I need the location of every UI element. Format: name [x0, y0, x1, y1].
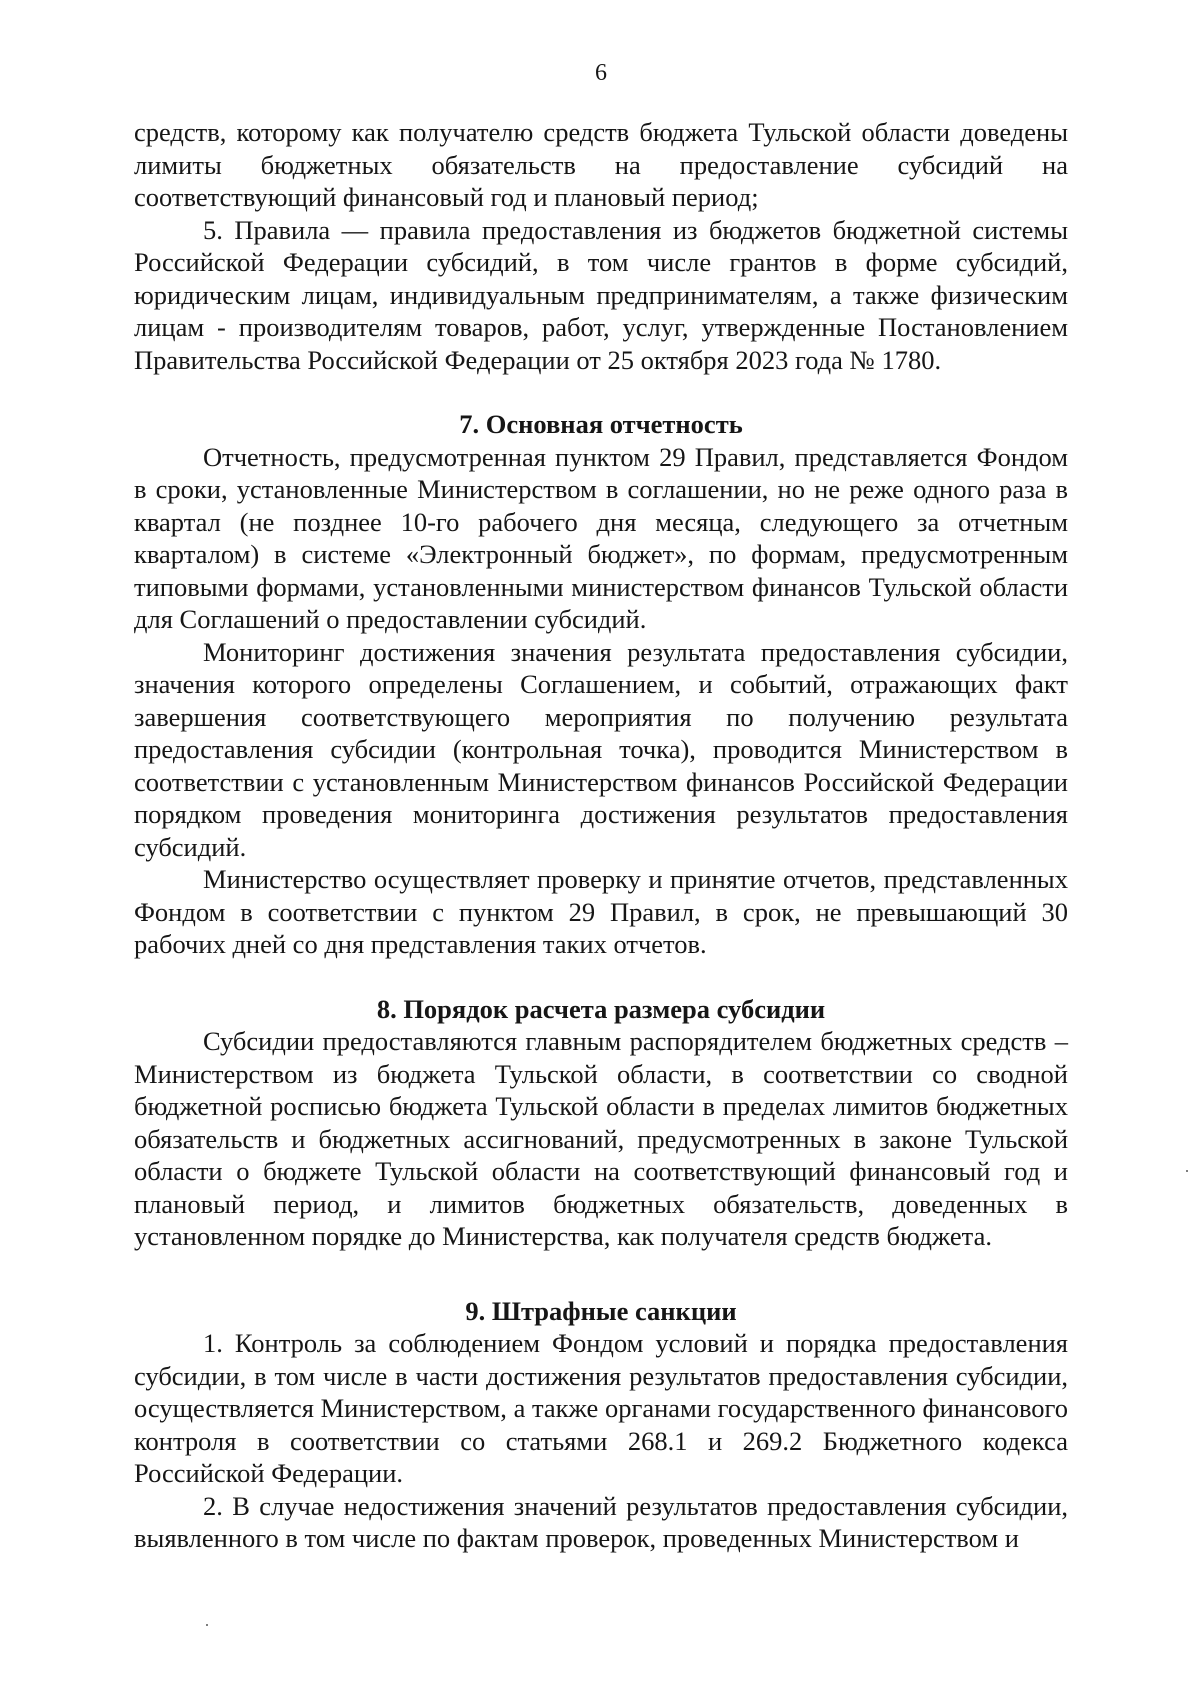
definition-item-5: 5. Правила — правила предоставления из бюджетов бюджетной системы Российской Федерации субсидий, в том числе грантов в форме субсидий, юридическим лицам, индивидуальным предпринимателям, а также физическим лицам - производителям товаров, работ, услуг, утвержденные Постановлением Правительства Российской Федерации от 25 октября 2023 года № 1780. — [134, 214, 1068, 375]
section-7-paragraph: Министерство осуществляет проверку и принятие отчетов, представленных Фондом в соответствии с пунктом 29 Правил, в срок, не превышающий 30 рабочих дней со дня представления таких отчетов. — [134, 864, 1068, 959]
section-7-paragraph: Отчетность, предусмотренная пунктом 29 Правил, представляется Фондом в сроки, установленные Министерством в соглашении, но не реже одного раза в квартал (не позднее 10-го рабочего дня месяца, следующего за отчетным кварталом) в системе «Электронный бюджет», по формам, предусмотренным типовыми формами, установленными министерством финансов Тульской области для Соглашений о предоставлении субсидий. — [134, 441, 1068, 634]
section-8-heading: 8. Порядок расчета размера субсидии — [376, 993, 826, 1024]
spacer — [134, 1253, 1068, 1295]
scan-speck — [206, 1624, 208, 1626]
page-number: 6 — [595, 60, 607, 86]
spacer — [134, 376, 1068, 408]
spacer — [134, 961, 1068, 993]
section-9-paragraph: 1. Контроль за соблюдением Фондом условий и порядка предоставления субсидии, в том числе в части достижения результатов предоставления субсидии, осуществляется Министерством, а также органами государственного финансового контроля в соответствии со статьями 268.1 и 269.2 Бюджетного кодекса Российской Федерации. — [134, 1328, 1068, 1488]
section-7-paragraph: Мониторинг достижения значения результата предоставления субсидии, значения которого определены Соглашением, и событий, отражающих факт завершения соответствующего мероприятия по получению результата предоставления субсидии (контрольная точка), проводится Министерством в соответствии с установленным Министерством финансов Российской Федерации порядком проведения мониторинга достижения результатов предоставления субсидий. — [134, 636, 1068, 862]
continuation-paragraph: средств, которому как получателю средств бюджета Тульской области доведены лимиты бюджетных обязательств на предоставление субсидий на соответствующий финансовый год и плановый период; — [134, 117, 1068, 212]
section-7-heading: 7. Основная отчетность — [459, 409, 743, 439]
section-9-paragraph: 2. В случае недостижения значений результатов предоставления субсидии, выявленного в том числе по фактам проверок, проведенных Министерством и — [134, 1490, 1068, 1553]
scan-speck — [1186, 1170, 1188, 1172]
section-8-paragraph: Субсидии предоставляются главным распорядителем бюджетных средств – Министерством из бюджета Тульской области, в соответствии со сводной бюджетной росписью бюджета Тульской области в пределах лимитов бюджетных обязательств и бюджетных ассигнований, предусмотренных в законе Тульской области о бюджете Тульской области на соответствующий финансовый год и плановый период, и лимитов бюджетных обязательств, доведенных в установленном порядке до Министерства, как получателя средств бюджета. — [134, 1026, 1068, 1251]
section-9-heading: 9. Штрафные санкции — [465, 1295, 737, 1326]
